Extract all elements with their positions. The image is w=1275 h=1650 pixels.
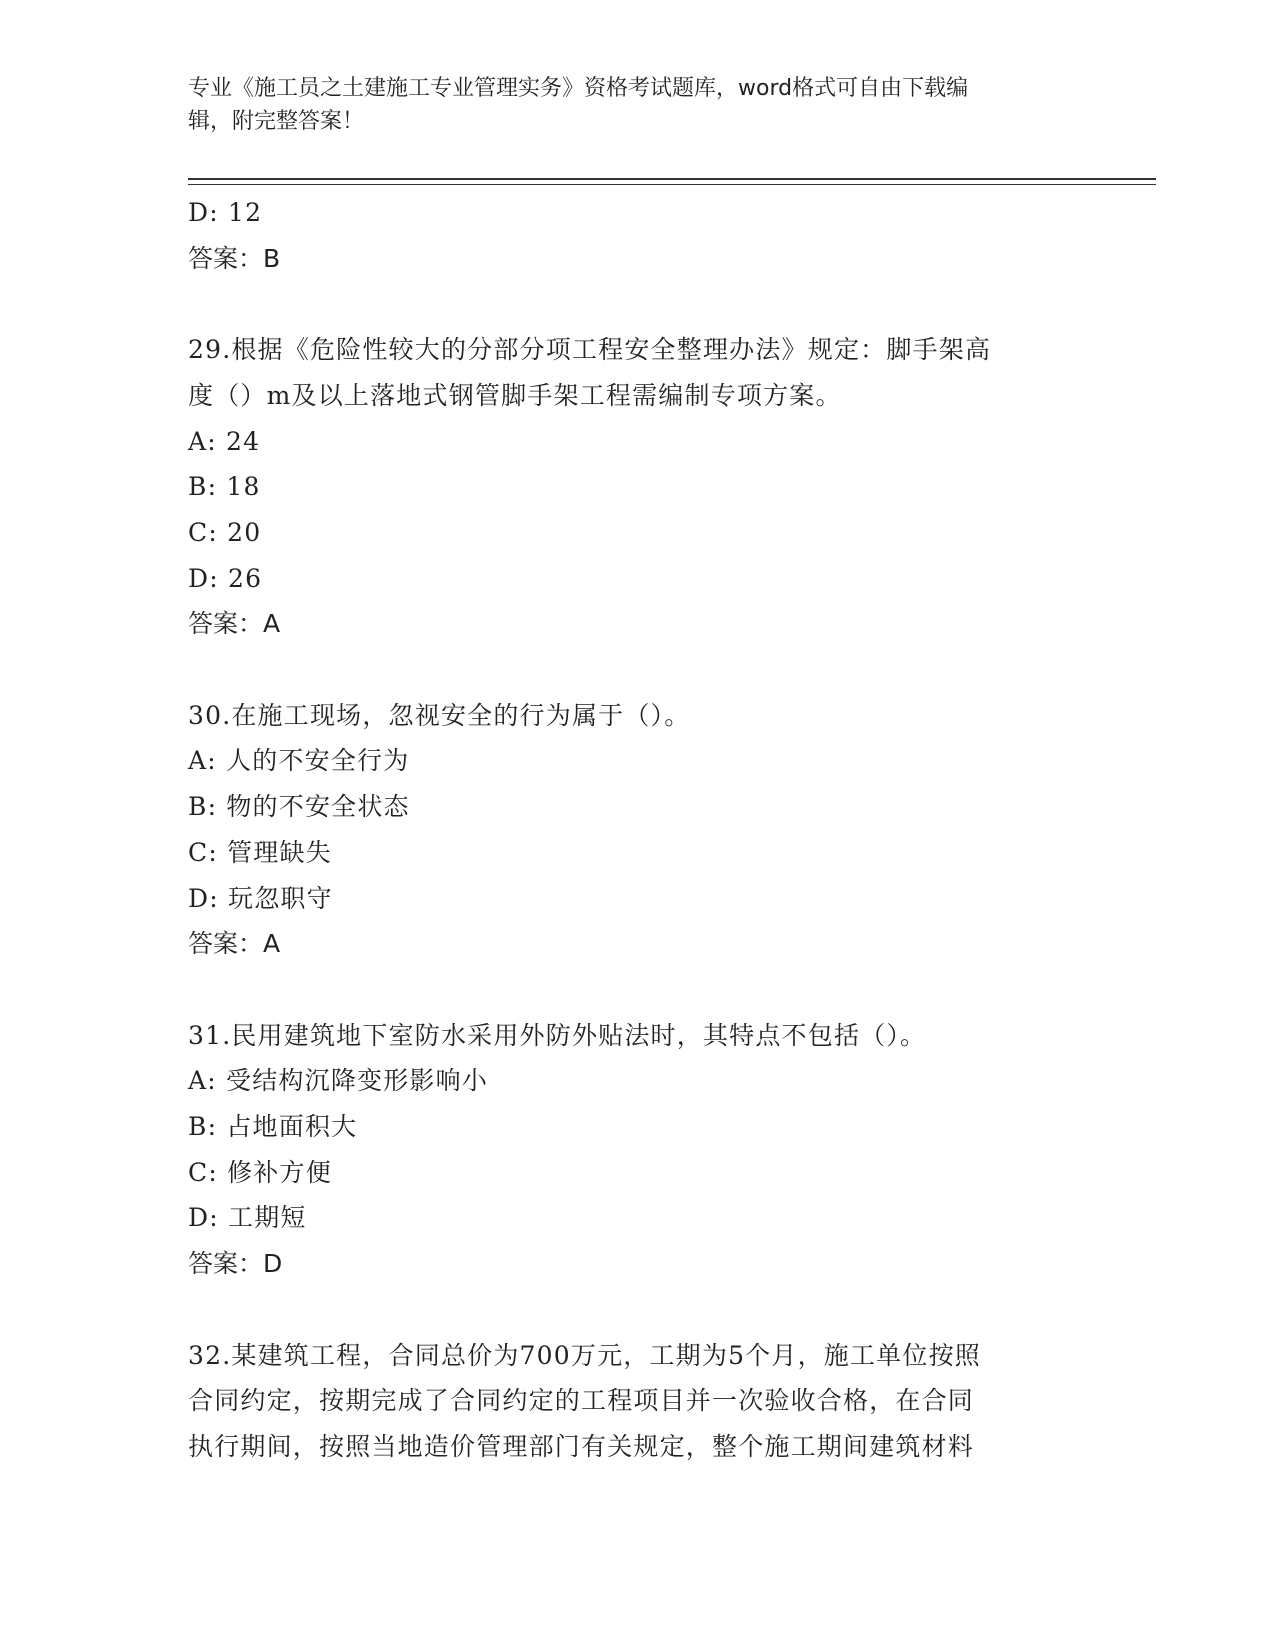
option-c: C: 20 xyxy=(188,517,262,547)
question-30 xyxy=(188,693,1088,967)
option-a: A: 受结构沉降变形影响小 xyxy=(188,1066,489,1096)
option-c: C: 管理缺失 xyxy=(188,837,332,867)
spacer xyxy=(188,281,1088,327)
option-c: C: 修补方便 xyxy=(188,1157,332,1187)
spacer xyxy=(188,967,1088,1013)
option-d: D: 26 xyxy=(188,563,263,593)
spacer xyxy=(188,647,1088,693)
option-b: B: 占地面积大 xyxy=(188,1112,358,1142)
question-text: 32.某建筑工程，合同总价为700万元，工期为5个月，施工单位按照 xyxy=(188,1340,981,1370)
question-list xyxy=(188,190,1088,1470)
option-d: D: 12 xyxy=(188,198,263,227)
header-line-1: 专业《施工员之土建施工专业管理实务》资格考试题库，word格式可自由下载编 xyxy=(188,76,969,101)
question-28-tail xyxy=(188,190,1088,281)
answer-label: 答案：D xyxy=(188,1249,283,1279)
option-d: D: 工期短 xyxy=(188,1203,307,1233)
question-text: 31.民用建筑地下室防水采用外防外贴法时，其特点不包括（）。 xyxy=(188,1020,927,1050)
header-divider xyxy=(188,178,1156,180)
option-b: B: 物的不安全状态 xyxy=(188,792,410,822)
spacer xyxy=(188,1287,1088,1333)
answer-label: 答案：A xyxy=(188,929,281,959)
question-text: 合同约定，按期完成了合同约定的工程项目并一次验收合格，在合同 xyxy=(188,1386,975,1416)
question-31 xyxy=(188,1013,1088,1287)
question-32 xyxy=(188,1333,1088,1470)
option-a: A: 人的不安全行为 xyxy=(188,746,410,776)
question-text: 30.在施工现场，忽视安全的行为属于（）。 xyxy=(188,700,691,730)
page-header xyxy=(188,72,1088,138)
question-text: 执行期间，按照当地造价管理部门有关规定，整个施工期间建筑材料 xyxy=(188,1431,975,1461)
option-a: A: 24 xyxy=(188,426,261,456)
question-text: 度（）m及以上落地式钢管脚手架工程需编制专项方案。 xyxy=(188,380,842,410)
question-29 xyxy=(188,327,1088,647)
question-text: 29.根据《危险性较大的分部分项工程安全整理办法》规定：脚手架高 xyxy=(188,335,992,365)
header-divider-thin xyxy=(188,184,1156,185)
option-d: D: 玩忽职守 xyxy=(188,883,333,913)
answer-label: 答案：B xyxy=(188,243,281,273)
answer-label: 答案：A xyxy=(188,609,281,639)
option-b: B: 18 xyxy=(188,472,261,502)
header-line-2: 辑，附完整答案！ xyxy=(188,109,365,134)
